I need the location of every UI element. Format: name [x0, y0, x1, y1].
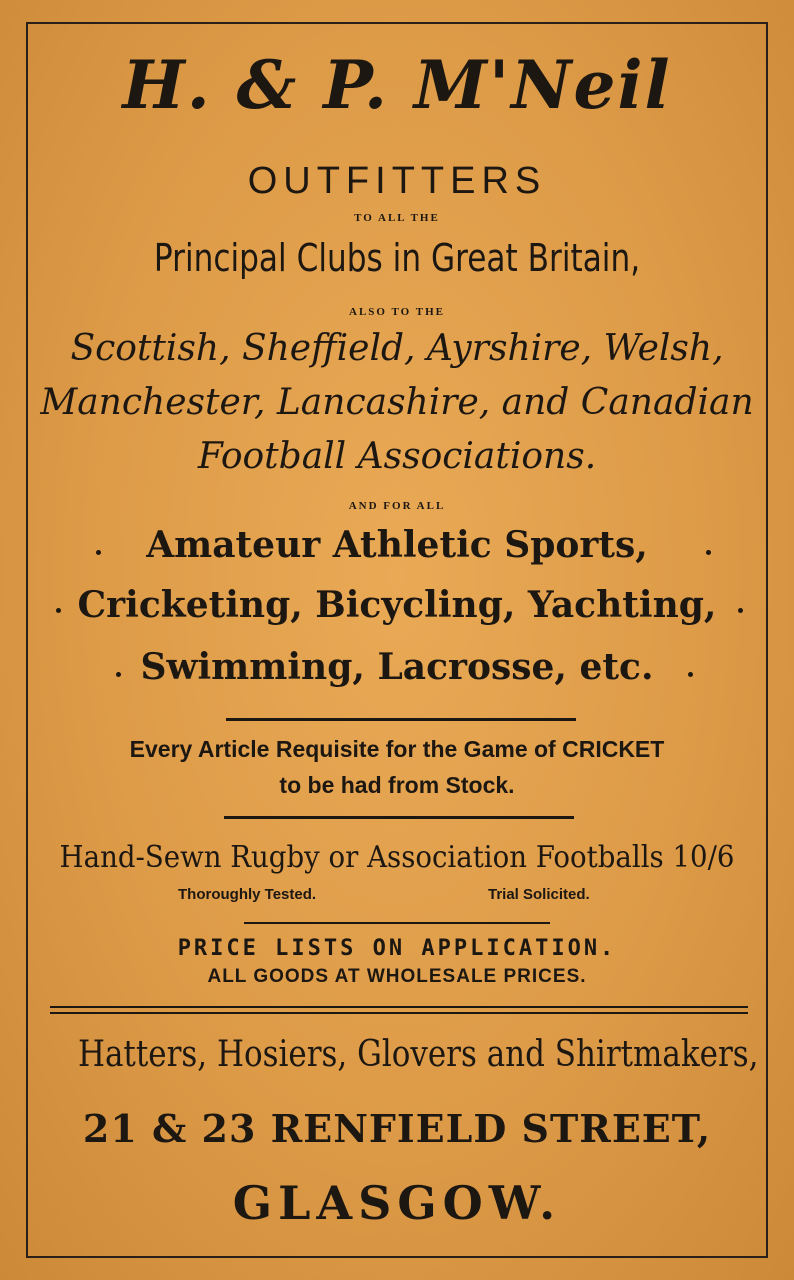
divider-rule — [244, 922, 550, 924]
double-rule-top — [50, 1006, 748, 1008]
sports-line-1: Amateur Athletic Sports, — [146, 524, 648, 566]
sports-line-3: Swimming, Lacrosse, etc. — [140, 646, 654, 688]
cricket-article-line-1: Every Article Requisite for the Game of CRICKET — [129, 736, 665, 762]
outfitters-heading: OUTFITTERS — [247, 160, 547, 202]
wholesale-line: ALL GOODS AT WHOLESALE PRICES. — [207, 966, 587, 987]
associations-line-1: Scottish, Sheffield, Ayrshire, Welsh, — [70, 328, 724, 369]
principal-clubs-line: Principal Clubs in Great Britain, — [153, 236, 641, 280]
trades-line: Hatters, Hosiers, Glovers and Shirtmakers, — [77, 1034, 759, 1075]
cricket-article-line-2: to be had from Stock. — [279, 772, 515, 798]
street-address: 21 & 23 RENFIELD STREET, — [82, 1106, 712, 1151]
associations-line-2: Manchester, Lancashire, and Canadian — [40, 382, 754, 423]
company-name: H. & P. M'Neil — [122, 46, 672, 124]
associations-line-3: Football Associations. — [197, 436, 597, 477]
price-lists-line: PRICE LISTS ON APPLICATION. — [177, 936, 617, 961]
and-for-all-label: AND FOR ALL — [348, 500, 446, 512]
city-name: GLASGOW. — [232, 1176, 562, 1230]
trial-note: Trial Solicited. — [488, 886, 590, 903]
tested-note: Thoroughly Tested. — [178, 886, 317, 903]
footballs-line: Hand-Sewn Rugby or Association Footballs 10/6 — [59, 840, 735, 875]
divider-rule — [224, 816, 574, 819]
to-all-the-label: TO ALL THE — [354, 212, 440, 224]
sports-line-2: Cricketing, Bicycling, Yachting, — [77, 584, 717, 626]
double-rule-bottom — [50, 1012, 748, 1014]
divider-rule — [226, 718, 576, 721]
also-to-the-label: ALSO TO THE — [349, 306, 445, 318]
